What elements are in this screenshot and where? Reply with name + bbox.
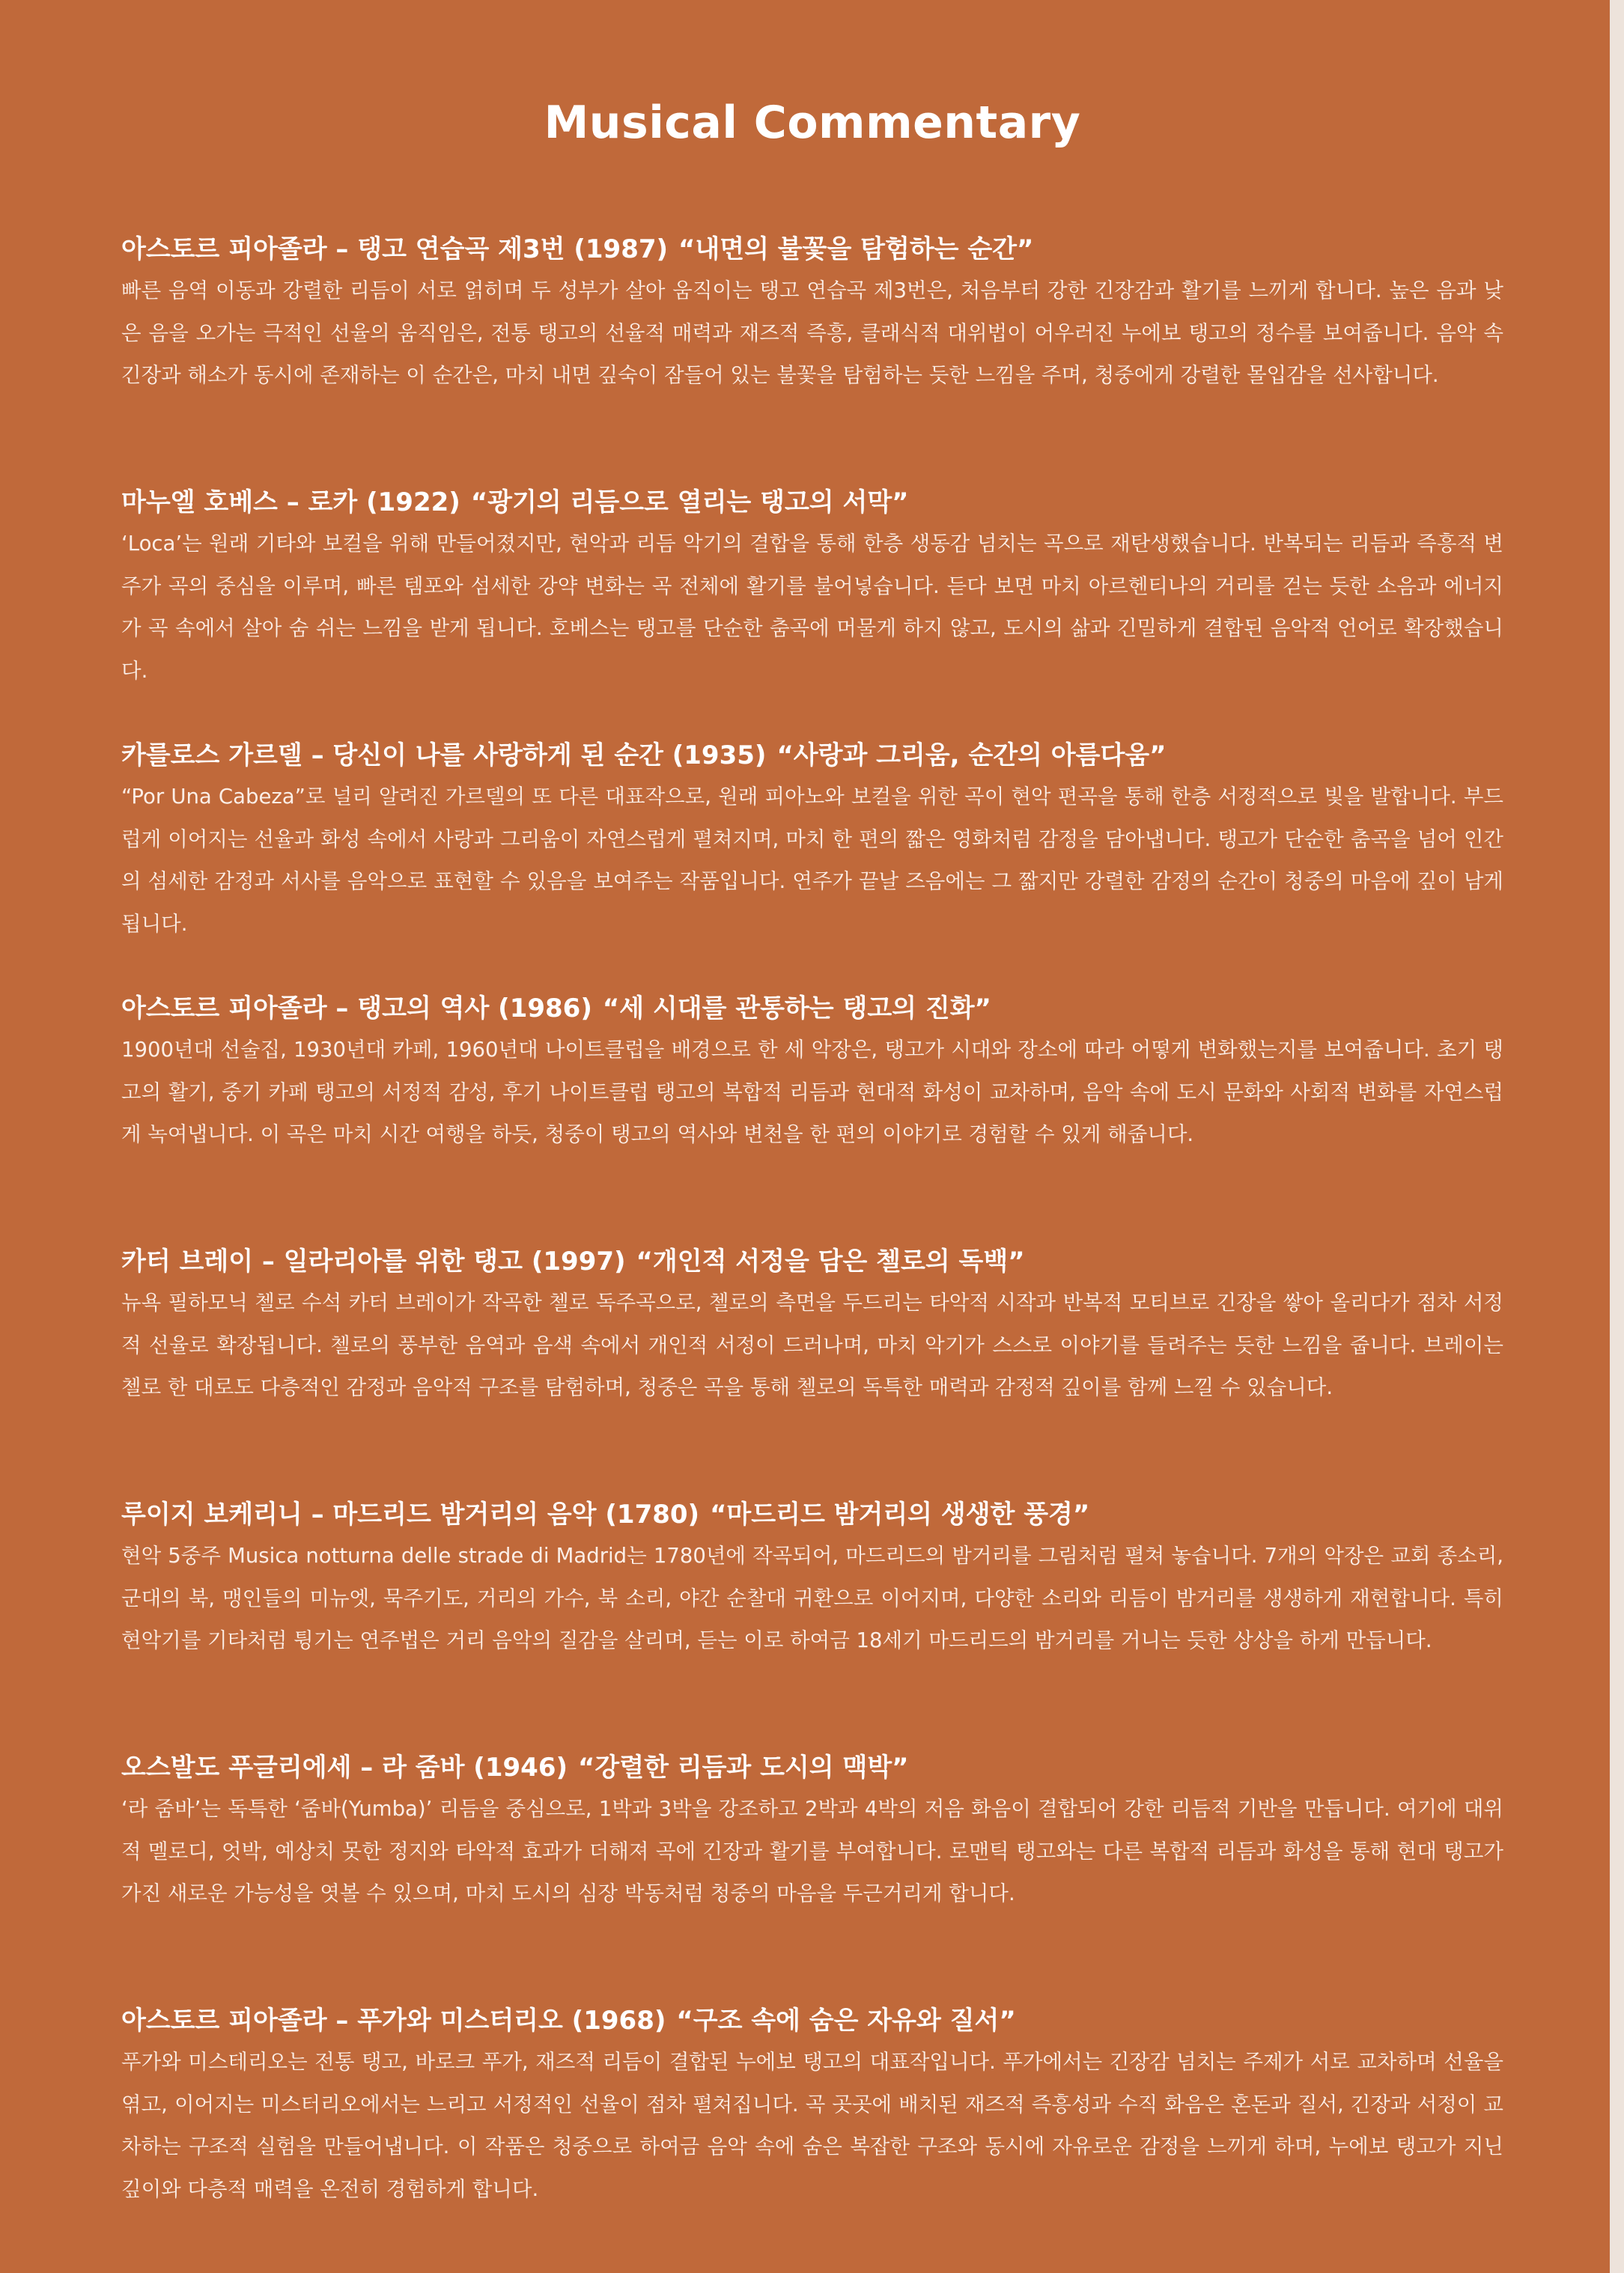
section-body: 뉴욕 필하모닉 첼로 수석 카터 브레이가 작곡한 첼로 독주곡으로, 첼로의 측면을 두드리는 타악적 시작과 반복적 모티브로 긴장을 쌓아 올리다가 점차 서정적 선율로 확장됩니다. 첼로의 풍부한 음역과 음색 속에서 개인적 서정이 드러나며, 마치 악기가 스스로 이야기를 들려주는 듯한 느낌을 줍니다. 브레이는 첼로 한 대로도 다층적인 감정과 음악적 구조를 탐험하며, 청중은 곡을 통해 첼로의 독특한 매력과 감정적 깊이를 함께 느낄 수 있습니다. — [121, 1291, 1503, 1399]
piece-title: 아스토르 피아졸라 – 탱고 연습곡 제3번 (1987) — [121, 234, 669, 264]
section-heading — [121, 1749, 1503, 1786]
commentary-page — [121, 0, 1503, 2255]
commentary-section — [121, 2002, 1503, 2255]
piece-subtitle: “강렬한 리듬과 도시의 맥박” — [578, 1753, 909, 1783]
section-heading — [121, 231, 1503, 268]
section-body: 1900년대 선술집, 1930년대 카페, 1960년대 나이트클럽을 배경으로 한 세 악장은, 탱고가 시대와 장소에 따라 어떻게 변화했는지를 보여줍니다. 초기 탱고의 활기, 중기 카페 탱고의 서정적 감성, 후기 나이트클럽 탱고의 복합적 리듬과 현대적 화성이 교차하며, 음악 속에 도시 문화와 사회적 변화를 자연스럽게 녹여냅니다. 이 곡은 마치 시간 여행을 하듯, 청중이 탱고의 역사와 변천을 한 편의 이야기로 경험할 수 있게 해줍니다. — [121, 1038, 1503, 1146]
piece-title: 아스토르 피아졸라 – 푸가와 미스터리오 (1968) — [121, 2006, 666, 2036]
scrollbar-track[interactable] — [1610, 0, 1624, 2273]
piece-title: 마누엘 호베스 – 로카 (1922) — [121, 487, 460, 517]
commentary-section — [121, 484, 1503, 737]
piece-title: 카를로스 가르델 – 당신이 나를 사랑하게 된 순간 (1935) — [121, 740, 767, 770]
piece-title: 루이지 보케리니 – 마드리드 밤거리의 음악 (1780) — [121, 1500, 700, 1530]
piece-subtitle: “광기의 리듬으로 열리는 탱고의 서막” — [470, 487, 909, 517]
commentary-section — [121, 737, 1503, 990]
piece-title: 오스발도 푸글리에세 – 라 줌바 (1946) — [121, 1753, 568, 1783]
section-heading — [121, 1243, 1503, 1280]
piece-subtitle: “마드리드 밤거리의 생생한 풍경” — [710, 1500, 1090, 1530]
section-body: “Por Una Cabeza”로 널리 알려진 가르델의 또 다른 대표작으로, 원래 피아노와 보컬을 위한 곡이 현악 편곡을 통해 한층 서정적으로 빛을 발합니다. 부드럽게 이어지는 선율과 화성 속에서 사랑과 그리움이 자연스럽게 펼쳐지며, 마치 한 편의 짧은 영화처럼 감정을 담아냅니다. 탱고가 단순한 춤곡을 넘어 인간의 섬세한 감정과 서사를 음악으로 표현할 수 있음을 보여주는 작품입니다. 연주가 끝날 즈음에는 그 짧지만 강렬한 감정의 순간이 청중의 마음에 깊이 남게 됩니다. — [121, 785, 1504, 936]
section-body: 푸가와 미스테리오는 전통 탱고, 바로크 푸가, 재즈적 리듬이 결합된 누에보 탱고의 대표작입니다. 푸가에서는 긴장감 넘치는 주제가 서로 교차하며 선율을 엮고, 이어지는 미스터리오에서는 느리고 서정적인 선율이 점차 펼쳐집니다. 곡 곳곳에 배치된 재즈적 즉흥성과 수직 화음은 혼돈과 질서, 긴장과 서정이 교차하는 구조적 실험을 만들어냅니다. 이 작품은 청중으로 하여금 음악 속에 숨은 복잡한 구조와 동시에 자유로운 감정을 느끼게 하며, 누에보 탱고가 지닌 깊이와 다층적 매력을 온전히 경험하게 합니다. — [121, 2050, 1503, 2201]
piece-subtitle: “구조 속에 숨은 자유와 질서” — [676, 2006, 1016, 2036]
section-heading — [121, 1496, 1503, 1533]
commentary-section — [121, 990, 1503, 1243]
section-heading — [121, 990, 1503, 1027]
piece-subtitle: “개인적 서정을 담은 첼로의 독백” — [636, 1247, 1025, 1277]
section-heading — [121, 737, 1503, 774]
piece-subtitle: “세 시대를 관통하는 탱고의 진화” — [602, 994, 991, 1023]
piece-title: 카터 브레이 – 일라리아를 위한 탱고 (1997) — [121, 1247, 626, 1277]
commentary-section — [121, 1496, 1503, 1749]
commentary-section — [121, 1243, 1503, 1496]
section-body: 현악 5중주 Musica notturna delle strade di Madrid는 1780년에 작곡되어, 마드리드의 밤거리를 그림처럼 펼쳐 놓습니다. 7개의 악장은 교회 종소리, 군대의 북, 맹인들의 미뉴엣, 묵주기도, 거리의 가수, 북 소리, 야간 순찰대 귀환으로 이어지며, 다양한 소리와 리듬이 밤거리를 생생하게 재현합니다. 특히 현악기를 기타처럼 튕기는 연주법은 거리 음악의 질감을 살리며, 듣는 이로 하여금 18세기 마드리드의 밤거리를 거니는 듯한 상상을 하게 만듭니다. — [121, 1544, 1503, 1652]
section-heading — [121, 2002, 1503, 2039]
page-title: Musical Commentary — [544, 97, 1081, 149]
piece-subtitle: “사랑과 그리움, 순간의 아름다움” — [776, 740, 1167, 770]
piece-title: 아스토르 피아졸라 – 탱고의 역사 (1986) — [121, 994, 592, 1023]
commentary-section — [121, 231, 1503, 484]
section-body: ‘Loca’는 원래 기타와 보컬을 위해 만들어졌지만, 현악과 리듬 악기의 결합을 통해 한층 생동감 넘치는 곡으로 재탄생했습니다. 반복되는 리듬과 즉흥적 변주가 곡의 중심을 이루며, 빠른 템포와 섬세한 강약 변화는 곡 전체에 활기를 불어넣습니다. 듣다 보면 마치 아르헨티나의 거리를 걷는 듯한 소음과 에너지가 곡 속에서 살아 숨 쉬는 느낌을 받게 됩니다. 호베스는 탱고를 단순한 춤곡에 머물게 하지 않고, 도시의 삶과 긴밀하게 결합된 음악적 언어로 확장했습니다. — [121, 532, 1503, 683]
section-body: ‘라 줌바’는 독특한 ‘줌바(Yumba)’ 리듬을 중심으로, 1박과 3박을 강조하고 2박과 4박의 저음 화음이 결합되어 강한 리듬적 기반을 만듭니다. 여기에 대위적 멜로디, 엇박, 예상치 못한 정지와 타악적 효과가 더해져 곡에 긴장과 활기를 부여합니다. 로맨틱 탱고와는 다른 복합적 리듬과 화성을 통해 현대 탱고가 가진 새로운 가능성을 엿볼 수 있으며, 마치 도시의 심장 박동처럼 청중의 마음을 두근거리게 합니다. — [121, 1797, 1503, 1905]
section-heading — [121, 484, 1503, 521]
commentary-list — [121, 231, 1503, 2255]
piece-subtitle: “내면의 불꽃을 탐험하는 순간” — [678, 234, 1034, 264]
section-body: 빠른 음역 이동과 강렬한 리듬이 서로 얽히며 두 성부가 살아 움직이는 탱고 연습곡 제3번은, 처음부터 강한 긴장감과 활기를 느끼게 합니다. 높은 음과 낮은 음을 오가는 극적인 선율의 움직임은, 전통 탱고의 선율적 매력과 재즈적 즉흥, 클래식적 대위법이 어우러진 누에보 탱고의 정수를 보여줍니다. 음악 속 긴장과 해소가 동시에 존재하는 이 순간은, 마치 내면 깊숙이 잠들어 있는 불꽃을 탐험하는 듯한 느낌을 주며, 청중에게 강렬한 몰입감을 선사합니다. — [121, 279, 1503, 387]
commentary-section — [121, 1749, 1503, 2002]
